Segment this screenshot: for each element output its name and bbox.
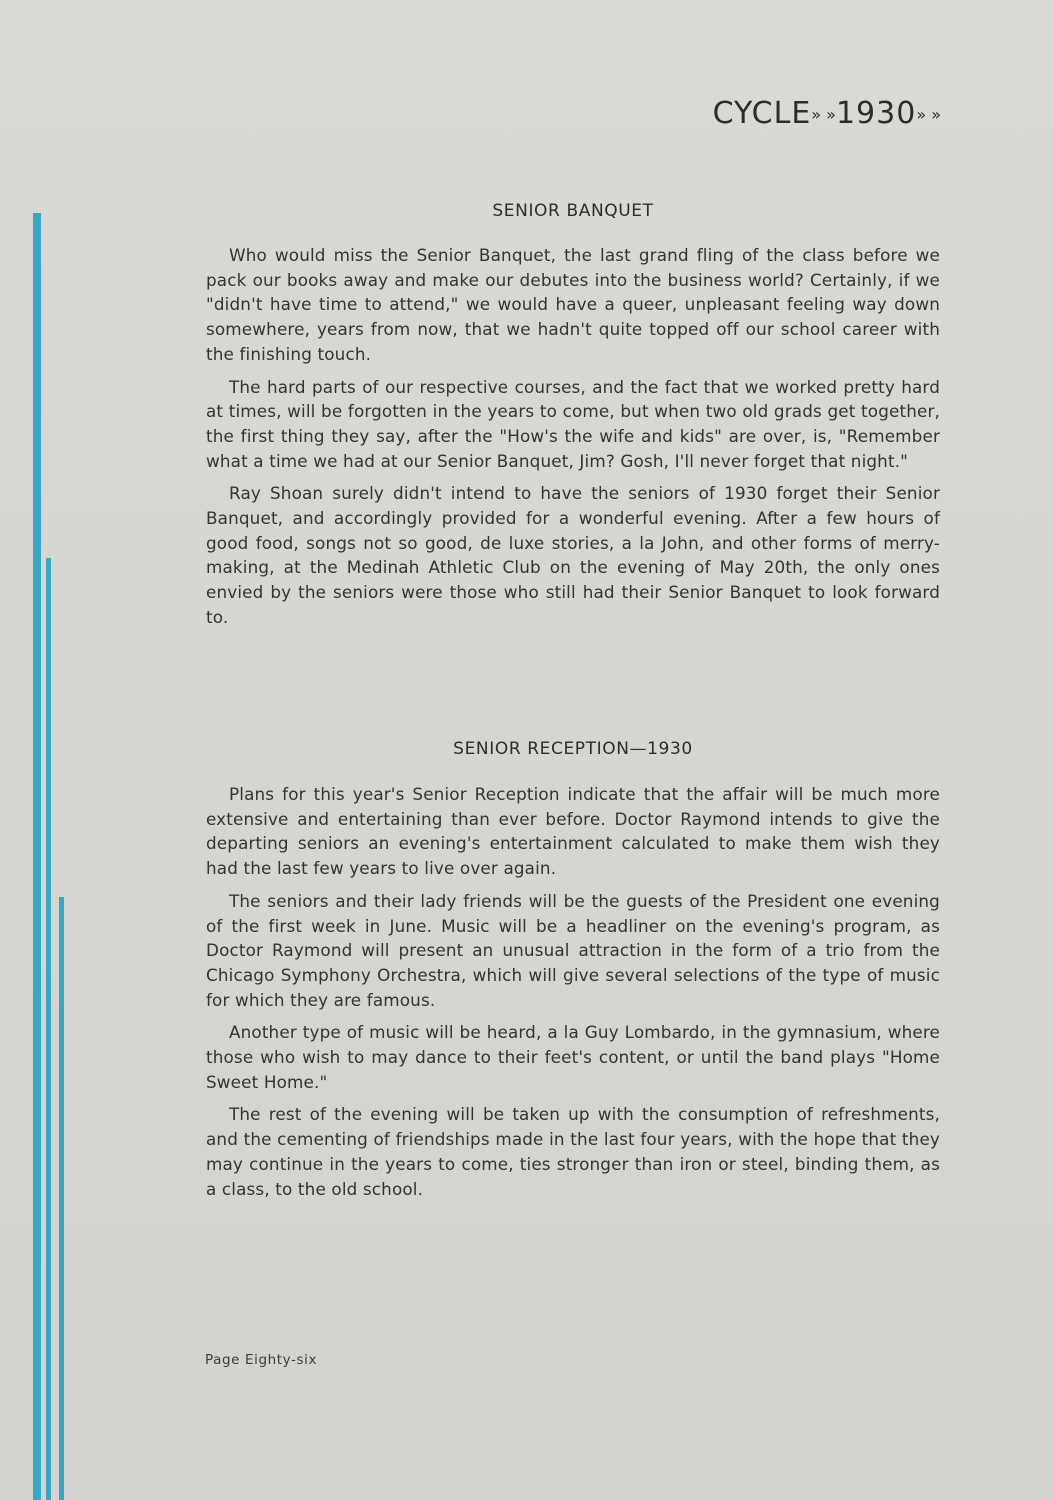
paragraph: Another type of music will be heard, a la Guy Lombardo, in the gymnasium, where those who wish to may dance to their feet's content, or until the band plays "Home Sweet Home.": [206, 1022, 940, 1092]
paragraph: Who would miss the Senior Banquet, the last grand fling of the class before we pack our books away and make our debutes into the business world? Certainly, if we "didn't have time to attend," we would have a queer, unpleasant feeling way down somewhere, years from now, that we hadn't quite topped off our school career with the finishing touch.: [206, 245, 940, 364]
header-year: 1930: [835, 96, 917, 131]
paragraph: The hard parts of our respective courses, and the fact that we worked pretty hard at times, will be forgotten in the years to come, but when two old grads get together, the first thing they say, after the "How's the wife and kids" are over, is, "Remember what a time we had at our Senior Banquet, Jim? Gosh, I'll never forget that night.": [206, 376, 940, 471]
section-title: SENIOR RECEPTION—1930: [453, 739, 693, 759]
page-number: Page Eighty-six: [205, 1352, 318, 1368]
senior-banquet-section: [206, 201, 940, 638]
paragraph: Plans for this year's Senior Reception indicate that the affair will be much more extensive and entertaining than ever before. Doctor Raymond intends to give the departing seniors an evening's entertainment calculated to make them wish they had the last few years to live over again.: [206, 784, 940, 879]
header-chevrons-2: » »: [916, 105, 941, 124]
paragraph: The seniors and their lady friends will be the guests of the President one evening of the first week in June. Music will be a headliner on the evening's program, as Doctor Raymond will present an unusual attraction in the form of a trio from the Chicago Symphony Orchestra, which will give several selections of the type of music for which they are famous.: [206, 890, 940, 1010]
decorative-bar-2: [46, 558, 51, 1500]
header-word: CYCLE: [712, 96, 812, 131]
decorative-bar-3: [59, 897, 64, 1500]
decorative-bar-1: [33, 213, 41, 1500]
header-chevrons-1: » »: [811, 105, 836, 124]
running-header: [713, 96, 941, 131]
senior-reception-section: [206, 739, 940, 1209]
paragraph: The rest of the evening will be taken up with the consumption of refreshments, and the cementing of friendships made in the last four years, with the hope that they may continue in the years to come, ties stronger than iron or steel, binding them, as a class, to the old school.: [206, 1104, 940, 1199]
paragraph: Ray Shoan surely didn't intend to have the seniors of 1930 forget their Senior Banquet, and accordingly provided for a wonderful evening. After a few hours of good food, songs not so good, de luxe stories, a la John, and other forms of merry-making, at the Medinah Athletic Club on the evening of May 20th, the only ones envied by the seniors were those who still had their Senior Banquet to look forward to.: [206, 483, 940, 627]
section-title: SENIOR BANQUET: [492, 201, 654, 221]
